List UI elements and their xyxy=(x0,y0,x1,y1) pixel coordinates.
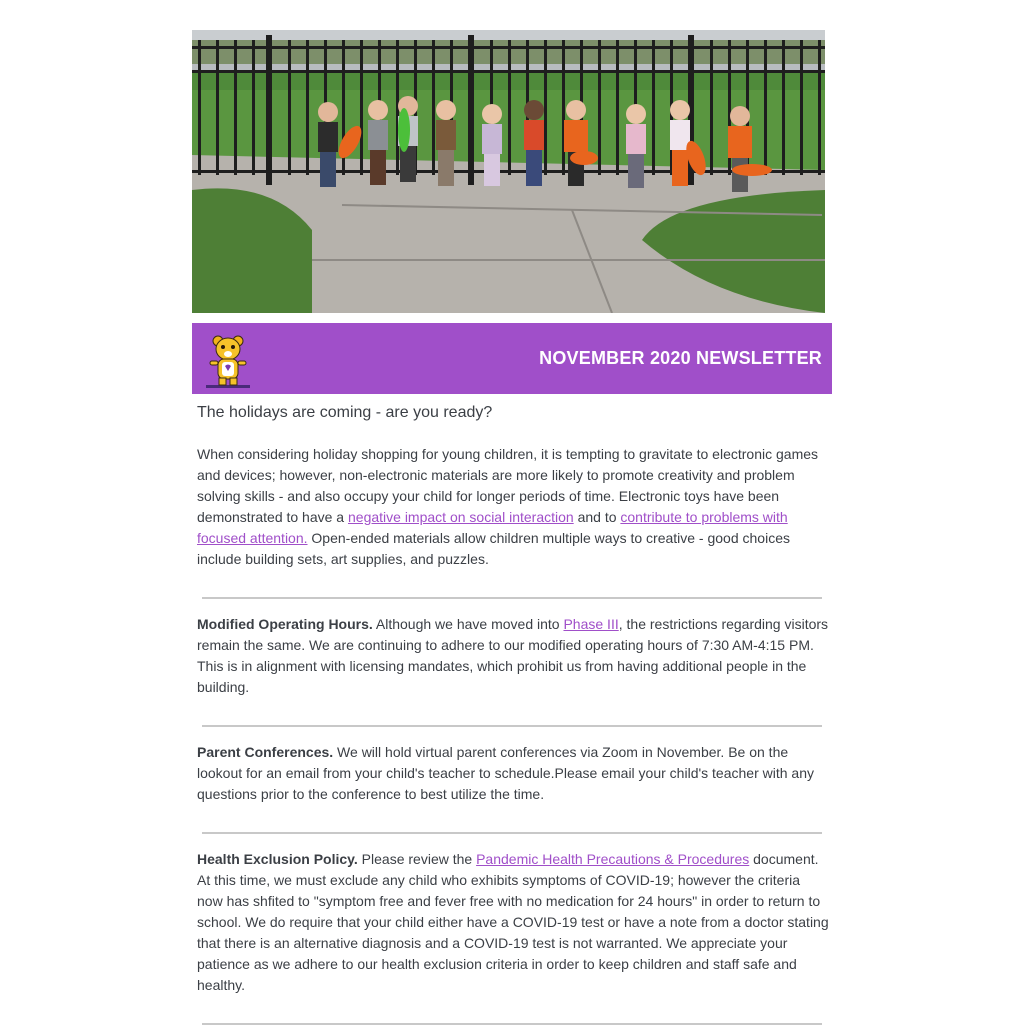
hours-text-2: , the restrictions regarding visitors remain the same. We are continuing to adhere to our modified operating hours of 7:30 AM-4:15 PM. This is in alignment with licensing mandates, which prohibit us from having additional people in the building. xyxy=(197,616,829,695)
newsletter-body xyxy=(197,400,829,1025)
holidays-text-3: Open-ended materials allow children multiple ways to creative - good choices include building sets, art supplies, and puzzles. xyxy=(197,530,790,567)
conferences-label: Parent Conferences. xyxy=(197,744,334,760)
health-text-1: Please review the xyxy=(357,851,477,867)
conferences-paragraph xyxy=(197,742,829,805)
hours-text-1: Although we have moved into xyxy=(372,616,564,632)
focused-attention-link[interactable]: contribute to problems with focused attention. xyxy=(197,509,788,546)
hours-paragraph xyxy=(197,614,829,698)
health-paragraph xyxy=(197,849,829,996)
hero-photo xyxy=(192,30,825,313)
phase-iii-link[interactable]: Phase III xyxy=(563,616,619,632)
hours-label: Modified Operating Hours. xyxy=(197,616,373,632)
newsletter-title: NOVEMBER 2020 NEWSLETTER xyxy=(539,348,822,368)
holidays-heading: The holidays are coming - are you ready? xyxy=(197,404,493,421)
holidays-paragraph xyxy=(197,444,829,570)
holidays-text-2: and to xyxy=(573,509,621,525)
pandemic-procedures-link[interactable]: Pandemic Health Precautions & Procedures xyxy=(476,851,750,867)
newsletter-banner xyxy=(192,323,832,394)
holidays-text-1: When considering holiday shopping for young children, it is tempting to gravitate to electronic games and devices; however, non-electronic materials are more likely to promote creativity and problem solving skills - and also occupy your child for longer periods of time. Electronic toys have been demonstrated to have a xyxy=(197,446,819,525)
conferences-text: We will hold virtual parent conferences via Zoom in November. Be on the lookout for an email from your child's teacher to schedule.Please email your child's teacher with any questions prior to the conference to best utilize the time. xyxy=(197,744,814,802)
health-label: Health Exclusion Policy. xyxy=(197,851,358,867)
social-interaction-link[interactable]: negative impact on social interaction xyxy=(348,509,574,525)
tiger-mascot-logo xyxy=(204,331,252,389)
health-text-2: document. At this time, we must exclude any child who exhibits symptoms of COVID-19; however the criteria now has shfited to "symptom free and fever free with no medication for 24 hours" in order to return to school. We do require that your child either have a COVID-19 test or have a note from a doctor stating that there is an alternative diagnosis and a COVID-19 test is not warranted. We appreciate your patience as we adhere to our health exclusion criteria in order to keep children and staff safe and healthy. xyxy=(197,851,829,993)
